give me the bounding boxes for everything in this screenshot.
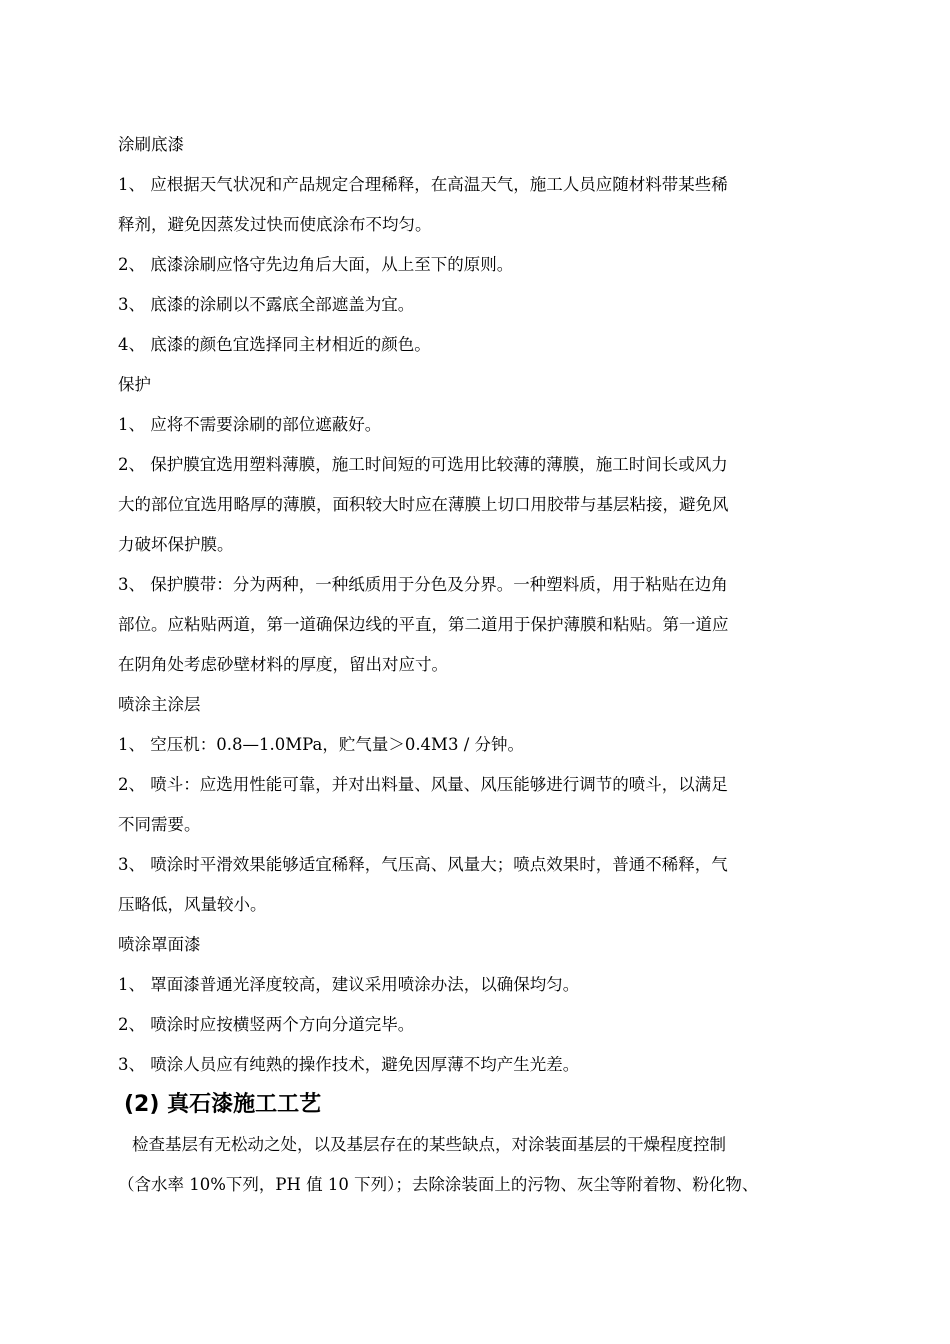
paragraph-line: 在阴角处考虑砂壁材料的厚度，留出对应寸。 (118, 655, 448, 674)
paragraph-line: 1、 应根据天气状况和产品规定合理稀释，在高温天气，施工人员应随材料带某些稀 (118, 175, 728, 194)
paragraph-line: 1、 应将不需要涂刷的部位遮蔽好。 (118, 415, 382, 434)
paragraph-line: 3、 喷涂时平滑效果能够适宜稀释，气压高、风量大；喷点效果时，普通不稀释，气 (118, 855, 728, 874)
paragraph-line: 3、 保护膜带：分为两种，一种纸质用于分色及分界。一种塑料质，用于粘贴在边角 (118, 575, 728, 594)
subheading-protection: 保护 (118, 375, 151, 394)
paragraph-line: 4、 底漆的颜色宜选择同主材相近的颜色。 (118, 335, 431, 354)
paragraph-line: 检查基层有无松动之处，以及基层存在的某些缺点，对涂装面基层的干燥程度控制 (132, 1135, 726, 1154)
section-heading: (2) 真石漆施工工艺 (124, 1092, 322, 1117)
subheading-main-coat: 喷涂主涂层 (118, 695, 201, 714)
paragraph-line: 2、 底漆涂刷应恪守先边角后大面，从上至下的原则。 (118, 255, 514, 274)
paragraph-line: 压略低，风量较小。 (118, 895, 267, 914)
paragraph-line: 3、 底漆的涂刷以不露底全部遮盖为宜。 (118, 295, 415, 314)
paragraph-line: 3、 喷涂人员应有纯熟的操作技术，避免因厚薄不均产生光差。 (118, 1055, 580, 1074)
paragraph-line: 1、 罩面漆普通光泽度较高，建议采用喷涂办法，以确保均匀。 (118, 975, 580, 994)
paragraph-line: 大的部位宜选用略厚的薄膜，面积较大时应在薄膜上切口用胶带与基层粘接，避免风 (118, 495, 729, 514)
paragraph-line: （含水率 10%下列，PH 值 10 下列）；去除涂装面上的污物、灰尘等附着物、粉化物、 (118, 1175, 759, 1194)
subheading-primer: 涂刷底漆 (118, 135, 184, 154)
paragraph-line: 2、 喷斗：应选用性能可靠，并对出料量、风量、风压能够进行调节的喷斗，以满足 (118, 775, 728, 794)
paragraph-line: 不同需要。 (118, 815, 201, 834)
document-page (118, 125, 830, 1205)
paragraph-line: 力破坏保护膜。 (118, 535, 234, 554)
paragraph-line: 2、 保护膜宜选用塑料薄膜，施工时间短的可选用比较薄的薄膜，施工时间长或风力 (118, 455, 728, 474)
paragraph-line: 部位。应粘贴两道，第一道确保边线的平直，第二道用于保护薄膜和粘贴。第一道应 (118, 615, 729, 634)
paragraph-line: 1、 空压机：0.8—1.0MPa，贮气量＞0.4M3 / 分钟。 (118, 735, 524, 754)
paragraph-line: 2、 喷涂时应按横竖两个方向分道完毕。 (118, 1015, 415, 1034)
subheading-top-coat: 喷涂罩面漆 (118, 935, 201, 954)
paragraph-line: 释剂，避免因蒸发过快而使底涂布不均匀。 (118, 215, 432, 234)
